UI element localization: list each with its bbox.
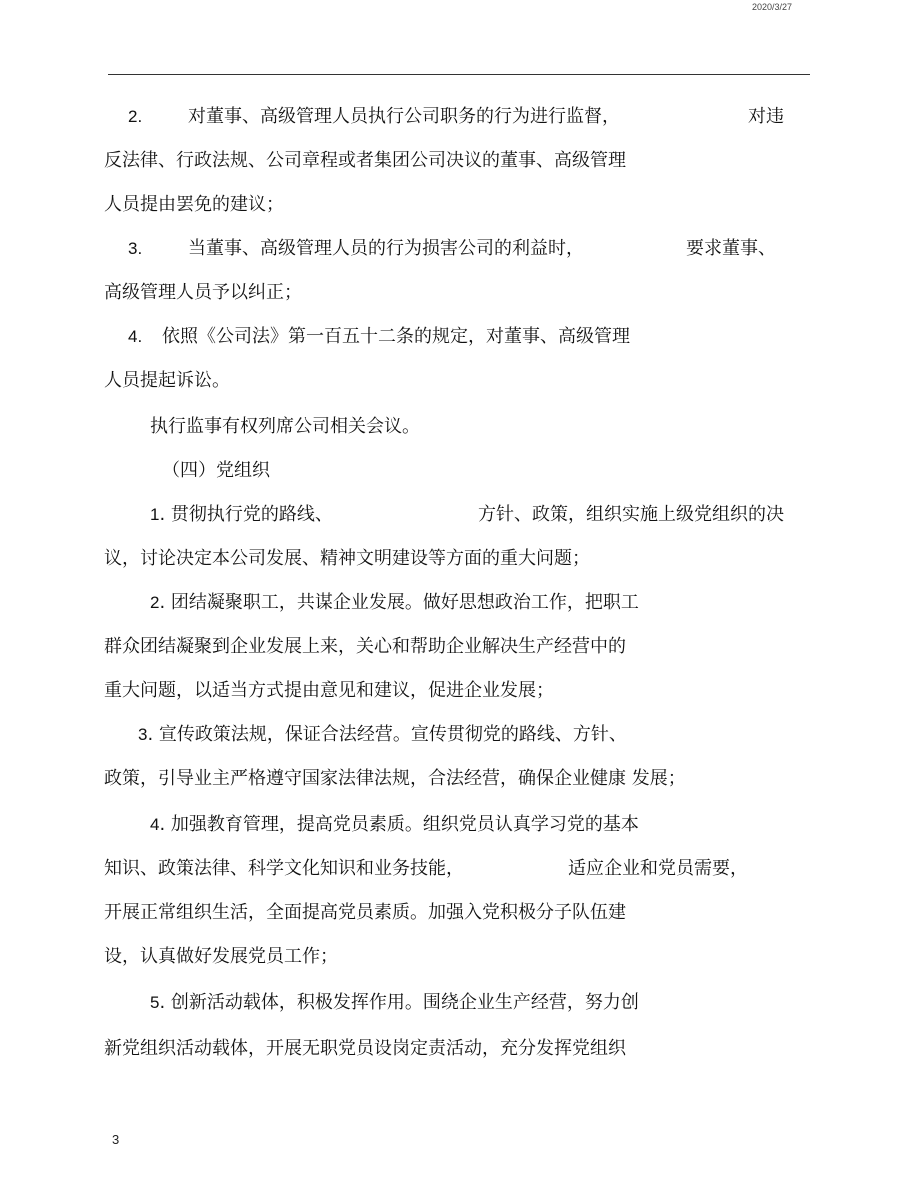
p1-line1-tail: 方针、政策，组织实施上级党组织的决 <box>478 504 784 525</box>
item3-line1 <box>128 237 142 261</box>
item2-line1 <box>128 105 142 129</box>
p3-number: 3 <box>138 725 148 744</box>
header-date: 2020/3/27 <box>751 2 792 12</box>
item2-line1-tail: 对违 <box>748 106 784 127</box>
header-rule <box>108 74 810 75</box>
p1-line1 <box>150 503 333 527</box>
p4-line1-text: . 加强教育管理，提高党员素质。组织党员认真学习党的基本 <box>159 814 639 835</box>
item2-line2: 反法律、行政法规、公司章程或者集团公司决议的董事、高级管理 <box>104 150 626 171</box>
item3-line1-text: 当董事、高级管理人员的行为损害公司的利益时， <box>188 238 584 259</box>
supervisor-attend-line: 执行监事有权列席公司相关会议。 <box>150 416 420 437</box>
page-number: 3 <box>112 1132 120 1147</box>
item4-line1 <box>128 325 142 349</box>
p2-line1-text: . 团结凝聚职工，共谋企业发展。做好思想政治工作，把职工 <box>159 592 639 613</box>
p1-number: 1 <box>150 505 160 524</box>
p4-line1 <box>150 813 639 837</box>
p2-line3: 重大问题，以适当方式提由意见和建议，促进企业发展； <box>104 680 554 701</box>
item2-line3: 人员提由罢免的建议； <box>104 194 284 215</box>
item4-line2: 人员提起诉讼。 <box>104 370 230 391</box>
p5-line1-text: . 创新活动载体，积极发挥作用。围绕企业生产经营，努力创 <box>159 992 639 1013</box>
p4-line4: 设，认真做好发展党员工作； <box>104 946 338 967</box>
section-heading: （四）党组织 <box>162 460 270 481</box>
p2-line2: 群众团结凝聚到企业发展上来，关心和帮助企业解决生产经营中的 <box>104 636 626 657</box>
p4-line2-tail: 适应企业和党员需要， <box>568 858 748 879</box>
item2-line1-text: 对董事、高级管理人员执行公司职务的行为进行监督， <box>188 106 620 127</box>
p1-line2: 议，讨论决定本公司发展、精神文明建设等方面的重大问题； <box>104 548 590 569</box>
p5-line1 <box>150 991 639 1015</box>
item3-line1-tail: 要求董事、 <box>686 238 776 259</box>
p3-line1-text: . 宣传政策法规，保证合法经营。宣传贯彻党的路线、方针、 <box>147 724 627 745</box>
p2-line1 <box>150 591 639 615</box>
item4-number: 4. <box>128 327 143 346</box>
p4-line2: 知识、政策法律、科学文化知识和业务技能， <box>104 858 464 879</box>
item3-number: 3. <box>128 239 143 258</box>
p5-number: 5 <box>150 993 160 1012</box>
item4-line1-text: 依照《公司法》第一百五十二条的规定，对董事、高级管理 <box>162 326 630 347</box>
p2-number: 2 <box>150 593 160 612</box>
p5-line2: 新党组织活动载体，开展无职党员设岗定责活动，充分发挥党组织 <box>104 1038 626 1059</box>
p3-line2: 政策，引导业主严格遵守国家法律法规，合法经营，确保企业健康 发展； <box>104 768 686 789</box>
item2-number: 2. <box>128 107 143 126</box>
p3-line1 <box>138 723 627 747</box>
p1-line1-text: . 贯彻执行党的路线、 <box>159 504 333 525</box>
p4-number: 4 <box>150 815 160 834</box>
item3-line2: 高级管理人员予以纠正； <box>104 282 302 303</box>
p4-line3: 开展正常组织生活，全面提高党员素质。加强入党积极分子队伍建 <box>104 902 626 923</box>
